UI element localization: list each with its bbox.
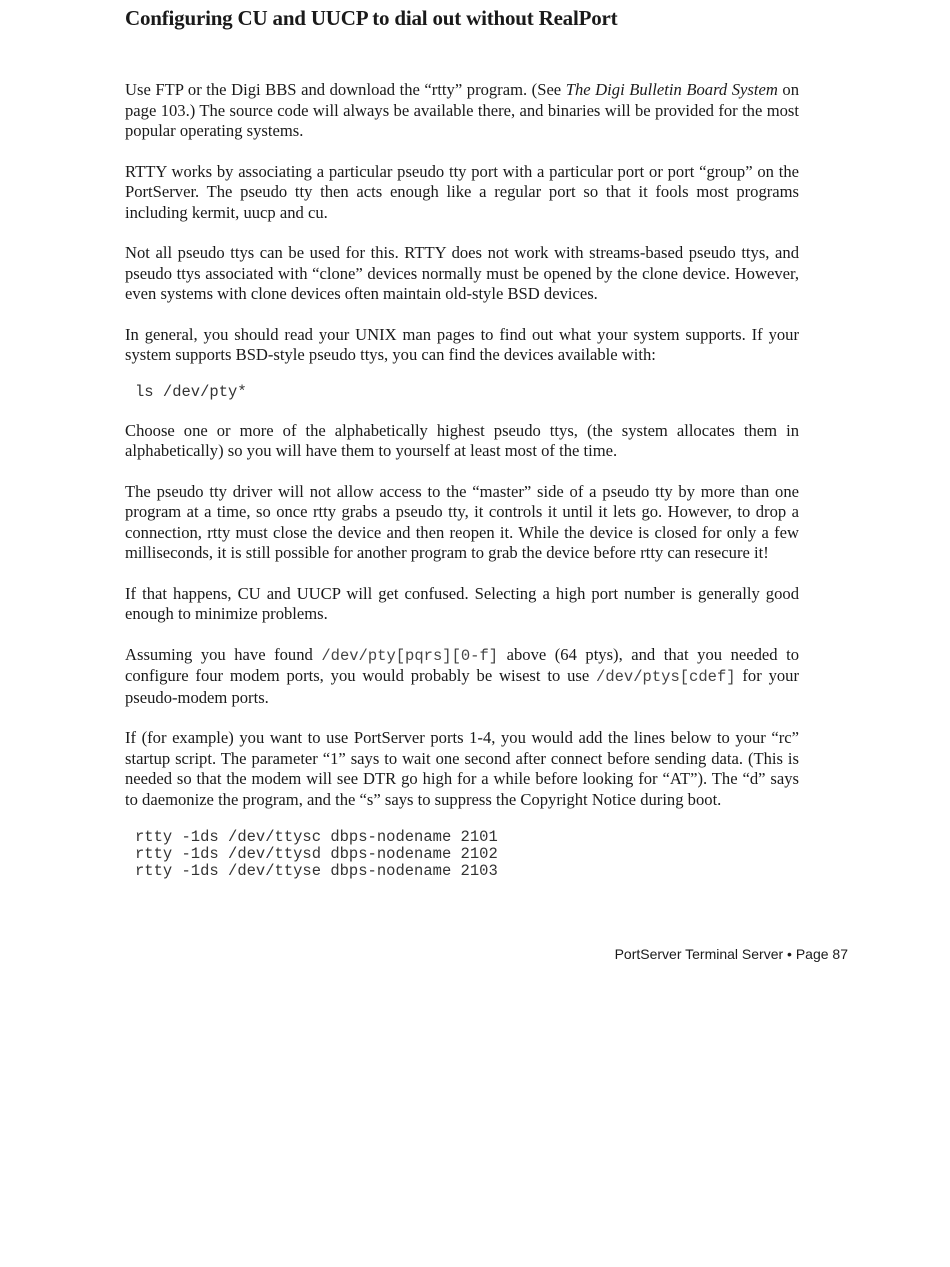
- paragraph-text: above (64 ptys), and that you needed to configure four modem ports, you would probably be wisest to use: [125, 644, 799, 685]
- reference-title: The Digi Bulletin Board System: [565, 80, 778, 99]
- paragraph-text: Use FTP or the Digi BBS and download the “rtty” program. (See: [125, 80, 566, 99]
- page-footer: PortServer Terminal Server • Page 87: [614, 946, 848, 962]
- paragraph-example: If (for example) you want to use PortServer ports 1-4, you would add the lines below to your “rc” startup script. The parameter “1” says to wait one second after connect before sending data. (This is needed so that the modem will see DTR go high for a while before looking for “AT”). The “d” says to daemonize the program, and the “s” says to suppress the Copyright Notice during boot.: [125, 728, 799, 809]
- paragraph-assuming: [125, 645, 799, 709]
- paragraph-choose: Choose one or more of the alphabetically highest pseudo ttys, (the system allocates them in alphabetically) so you will have them to yourself at least most of the time.: [125, 420, 799, 460]
- paragraph-driver: The pseudo tty driver will not allow access to the “master” side of a pseudo tty by more than one program at a time, so once rtty grabs a pseudo tty, it controls it until it lets go. However, to drop a connection, rtty must close the device and then reopen it. While the device is closed for only a few milliseconds, it is still possible for another program to grab the device before rtty can resecure it!: [125, 481, 799, 562]
- paragraph-man-pages: In general, you should read your UNIX man pages to find out what your system supports. If your system supports BSD-style pseudo ttys, you can find the devices available with:: [125, 324, 799, 364]
- paragraph-rtty-works: RTTY works by associating a particular pseudo tty port with a particular port or port “group” on the PortServer. The pseudo tty then acts enough like a regular port so that it fools most programs including kermit, uucp and cu.: [125, 161, 799, 222]
- page-title: Configuring CU and UUCP to dial out without RealPort: [125, 6, 618, 30]
- paragraph-pseudo-ttys: Not all pseudo ttys can be used for this. RTTY does not work with streams-based pseudo ttys, and pseudo ttys associated with “clone” devices normally must be opened by the clone device. However, even systems with clone devices often maintain old-style BSD devices.: [125, 243, 799, 303]
- paragraph-text: on page 103.) The source code will always be available there, and binaries will be provided for the most popular operating systems.: [125, 80, 799, 140]
- page-content: [125, 0, 799, 880]
- paragraph-confused: If that happens, CU and UUCP will get confused. Selecting a high port number is generally good enough to minimize problems.: [125, 583, 799, 623]
- code-line: rtty -1ds /dev/ttysd dbps-nodename 2102: [135, 845, 498, 863]
- paragraph-download: [125, 80, 799, 142]
- paragraph-text: for your pseudo-modem ports.: [125, 666, 799, 707]
- code-block-ls: ls /dev/pty*: [135, 382, 247, 401]
- code-block-rtty: [125, 829, 799, 880]
- inline-code: /dev/ptys[cdef]: [596, 668, 736, 686]
- inline-code: /dev/pty[pqrs][0-f]: [321, 646, 499, 665]
- paragraph-text: Assuming you have found: [125, 644, 322, 664]
- code-line: rtty -1ds /dev/ttyse dbps-nodename 2103: [135, 862, 498, 880]
- code-line: rtty -1ds /dev/ttysc dbps-nodename 2101: [135, 828, 498, 846]
